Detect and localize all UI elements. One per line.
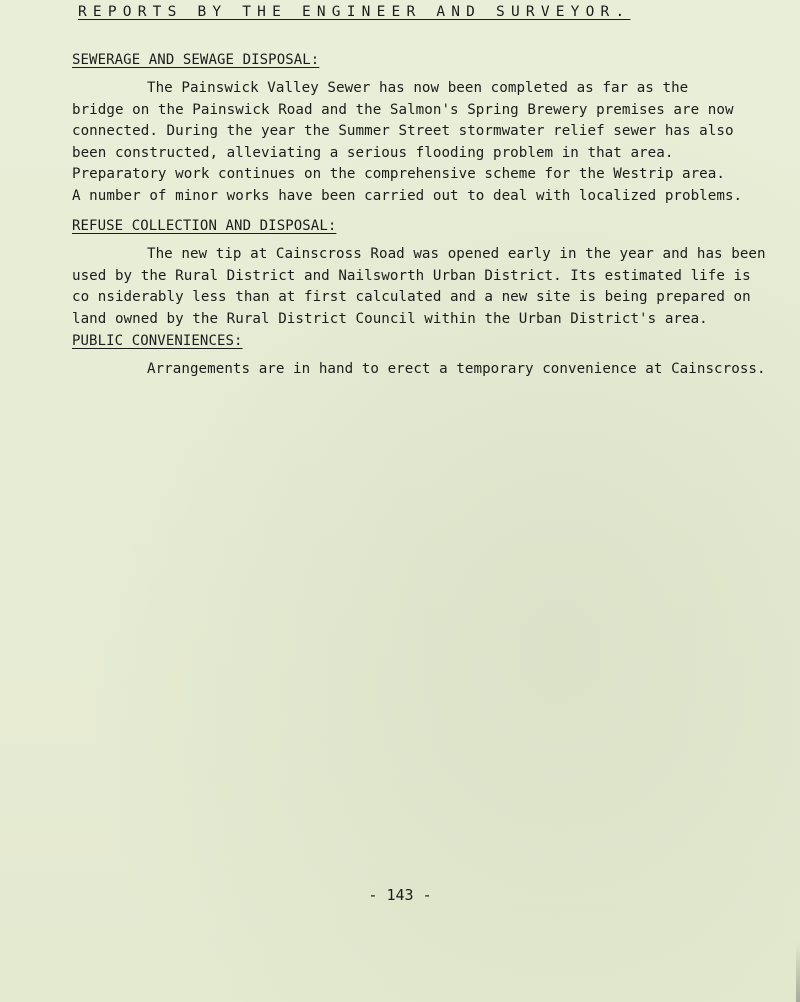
running-header: REPORTS BY THE ENGINEER AND SURVEYOR. xyxy=(78,4,631,20)
paragraph-line: connected. During the year the Summer Street stormwater relief sewer has also xyxy=(72,123,734,139)
paragraph-line: used by the Rural District and Nailsworth Urban District. Its estimated life is xyxy=(72,267,751,284)
section-sewerage xyxy=(72,52,772,207)
paragraph-line: The new tip at Cainscross Road was opened early in the year and has been xyxy=(147,246,766,262)
section-body xyxy=(72,244,772,330)
page-number: - 143 - xyxy=(368,886,432,904)
section-public-conveniences xyxy=(72,333,772,381)
paragraph-line: Preparatory work continues on the comprehensive scheme for the Westrip area. xyxy=(72,166,725,182)
page-edge-shadow xyxy=(796,942,800,1002)
section-heading: PUBLIC CONVENIENCES: xyxy=(72,333,243,349)
section-refuse-collection xyxy=(72,218,772,330)
paragraph-line: bridge on the Painswick Road and the Salmon's Spring Brewery premises are now xyxy=(72,101,734,118)
section-body xyxy=(72,359,772,381)
paragraph-line: land owned by the Rural District Council within the Urban District's area. xyxy=(72,310,708,327)
paragraph-line: The Painswick Valley Sewer has now been completed as far as the xyxy=(147,80,689,96)
section-body xyxy=(72,78,772,207)
paragraph-line: been constructed, alleviating a serious flooding problem in that area. xyxy=(72,144,674,161)
paragraph-line: Arrangements are in hand to erect a temporary convenience at Cainscross. xyxy=(147,361,766,377)
section-heading: REFUSE COLLECTION AND DISPOSAL: xyxy=(72,218,337,234)
paragraph-line: co nsiderably less than at first calculated and a new site is being prepared on xyxy=(72,289,751,305)
section-heading: SEWERAGE AND SEWAGE DISPOSAL: xyxy=(72,52,320,68)
paragraph-line: A number of minor works have been carried out to deal with localized problems. xyxy=(72,187,743,204)
